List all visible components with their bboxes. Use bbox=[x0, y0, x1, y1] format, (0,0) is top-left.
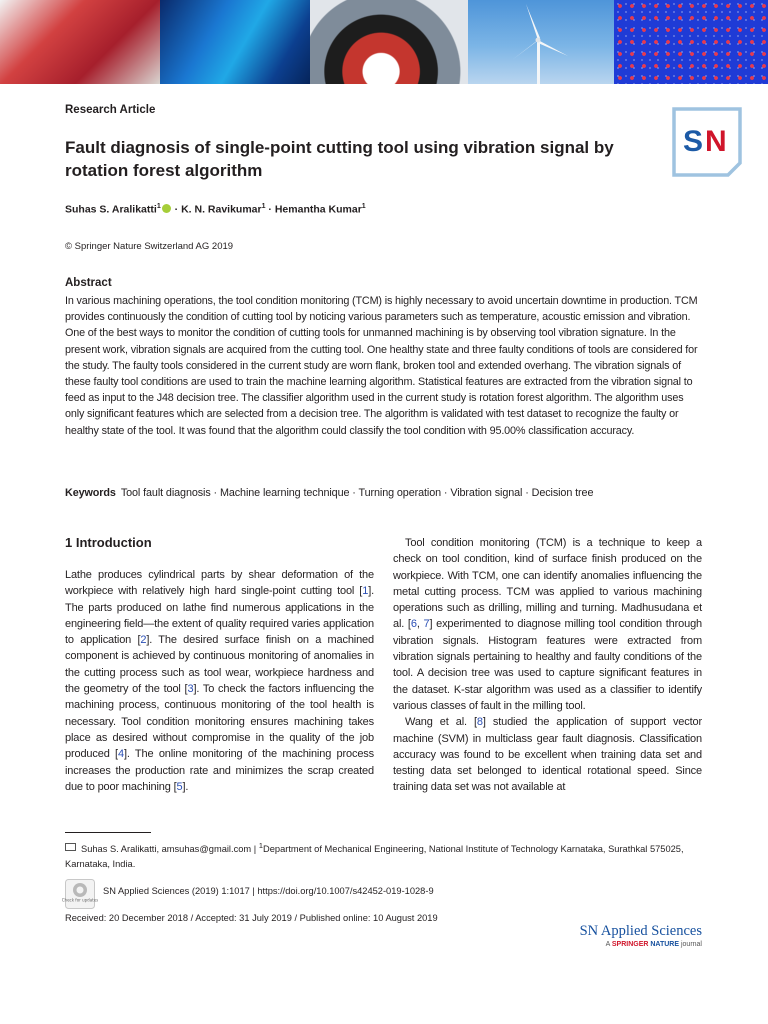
author-separator: · bbox=[265, 203, 275, 216]
text-run: ] studied the application of support vector machine (SVM) in multiclass gear fault diagnosis. Classification accuracy was found to be excellent when training data set and testing data set belonged to identical rotational speed. Since training data set was not available at bbox=[393, 716, 702, 794]
citation-link[interactable]: 6 bbox=[410, 618, 417, 631]
text-run: ]. bbox=[182, 780, 189, 793]
text-run: ]. To check the factors influencing the machining process, continuous monitoring of the tool health is necessary. Tool condition monitoring ensures machining takes place as desired without compromise in the quality of the job produced [ bbox=[65, 683, 374, 761]
intro-paragraph-3 bbox=[393, 714, 702, 795]
wind-turbine-icon bbox=[468, 0, 614, 84]
intro-left-column bbox=[65, 567, 374, 795]
orcid-icon[interactable] bbox=[162, 204, 171, 213]
keywords-text: Tool fault diagnosis · Machine learning technique · Turning operation · Vibration signal · Decision tree bbox=[120, 487, 594, 499]
citation-link[interactable]: 1 bbox=[362, 585, 369, 598]
text-run: Lathe produces cylindrical parts by shear deformation of the workpiece with relatively high hard single-point cutting tool [ bbox=[65, 569, 374, 598]
banner-image-2 bbox=[160, 0, 310, 84]
journal-brand-name: SN Applied Sciences bbox=[579, 923, 702, 939]
abstract-heading: Abstract bbox=[65, 277, 112, 289]
author-2-affil: 1 bbox=[261, 203, 266, 210]
text-run: , bbox=[416, 618, 424, 631]
publication-dates: Received: 20 December 2018 / Accepted: 31 July 2019 / Published online: 10 August 2019 bbox=[65, 913, 438, 923]
affiliation: Department of Mechanical Engineering, National Institute of Technology Karnataka, Surathkal 575025, Karnataka, India. bbox=[65, 844, 684, 870]
text-run: ] experimented to diagnose milling tool condition through vibration signals. Histogram features were extracted from vibration signals pertaining to healthy and faulty conditions of the tool. A decision tree was used to capture significant features in the dataset. K-star algorithm was used as a classifier to identify various classes of fault in the milling tool. bbox=[393, 618, 703, 712]
author-list bbox=[65, 203, 366, 216]
svg-text:S: S bbox=[683, 125, 704, 158]
author-1[interactable]: Suhas S. Aralikatti bbox=[65, 203, 157, 216]
citation-link[interactable]: 4 bbox=[117, 748, 124, 761]
svg-text:N: N bbox=[705, 125, 727, 158]
journal-brand bbox=[560, 923, 702, 948]
text-run: ]. The desired surface finish on a machined component is achieved by continuous monitoring of anomalies in the cutting process such as tool wear, workpiece hardness and the geometry of the tool [ bbox=[65, 634, 374, 696]
author-separator: · bbox=[171, 203, 182, 216]
abstract-body: In various machining operations, the tool condition monitoring (TCM) is highly necessary to avoid uncertain downtime in production. TCM provides continuously the condition of cutting tool by noticing various parameters such as temperature, acoustic emission and vibration. One of the best ways to monitor the condition of cutting tools for unmanned machining is by observing tool vibration signature. In the present work, vibration signals are acquired from the cutting tool. One healthy state and three faulty conditions of tools are considered for the study. The faulty tools considered in the current study are worn flank, broken tool and extended overhang. The vibration signals of these faulty tool conditions are used to train the machine learning algorithm. Statistical features are extracted from the vibration signal to feed as input to the J48 decision tree. The classifier algorithm used in the current study is rotation forest algorithm. The algorithm uses only significant features which are selected from a decision tree. The algorithm is validated with test dataset to recognize the faulty or healthy state of the tool. It was found that the algorithm could classify the tool condition with 95.00% classification accuracy. bbox=[65, 295, 698, 437]
check-for-updates-text: Check for updates bbox=[61, 897, 99, 903]
keywords bbox=[65, 487, 702, 499]
springer-nature-tagline bbox=[560, 941, 702, 948]
banner-image-3 bbox=[310, 0, 468, 84]
corresponding-author[interactable]: Suhas S. Aralikatti, amsuhas@gmail.com | bbox=[81, 844, 259, 855]
text-run: ]. The online monitoring of the machining process increases the production rate and minimizes the scrap created due to poor machining [ bbox=[65, 748, 375, 793]
text-run: journal bbox=[679, 941, 702, 948]
text-run: ]. The parts produced on lathe find numerous applications in the engineering field—the extent of quality required varies application to application [ bbox=[65, 585, 374, 647]
text-run: Tool condition monitoring (TCM) is a technique to keep a check on tool condition, kind of surface finish produced on the workpiece. With TCM, one can identify anomalies influencing the metal cutting process. TCM was applied to various machining operations such as drilling, milling and turning. Madhusudana et al. [ bbox=[393, 537, 702, 631]
citation-link[interactable]: 8 bbox=[476, 716, 483, 729]
citation-doi-line[interactable]: SN Applied Sciences (2019) 1:1017 | https://doi.org/10.1007/s42452-019-1028-9 bbox=[103, 886, 434, 896]
citation-link[interactable]: 5 bbox=[176, 780, 183, 793]
banner-image-5 bbox=[614, 0, 768, 84]
sn-logo-icon bbox=[672, 107, 742, 177]
banner-image-1 bbox=[0, 0, 160, 84]
article-type: Research Article bbox=[65, 104, 156, 116]
citation-link[interactable]: 3 bbox=[187, 683, 194, 696]
check-for-updates-icon[interactable] bbox=[61, 879, 99, 909]
nature-text: NATURE bbox=[650, 941, 680, 948]
paper-title: Fault diagnosis of single-point cutting tool using vibration signal by rotation forest algorithm bbox=[65, 138, 614, 180]
citation-link[interactable]: 2 bbox=[140, 634, 147, 647]
section-heading-introduction: 1 Introduction bbox=[65, 535, 152, 550]
intro-paragraph-2 bbox=[393, 535, 702, 714]
author-3-affil: 1 bbox=[361, 203, 366, 210]
citation-link[interactable]: 7 bbox=[423, 618, 430, 631]
footnote-rule bbox=[65, 832, 151, 833]
text-run: A bbox=[605, 941, 612, 948]
copyright-notice: © Springer Nature Switzerland AG 2019 bbox=[65, 241, 234, 252]
author-2[interactable]: K. N. Ravikumar bbox=[181, 203, 262, 216]
springer-text: SPRINGER bbox=[611, 941, 651, 948]
text-run: Wang et al. [ bbox=[405, 716, 477, 729]
intro-right-column bbox=[393, 535, 702, 796]
envelope-icon bbox=[65, 843, 76, 851]
keywords-label: Keywords bbox=[65, 487, 116, 499]
banner-image-wind-turbine bbox=[468, 0, 614, 84]
affiliation-sup: 1 bbox=[258, 841, 264, 850]
correspondence-footnote bbox=[65, 838, 705, 872]
header-banner bbox=[0, 0, 768, 84]
author-3[interactable]: Hemantha Kumar bbox=[274, 203, 362, 216]
author-1-affil: 1 bbox=[156, 203, 161, 210]
intro-paragraph-1 bbox=[65, 567, 374, 795]
